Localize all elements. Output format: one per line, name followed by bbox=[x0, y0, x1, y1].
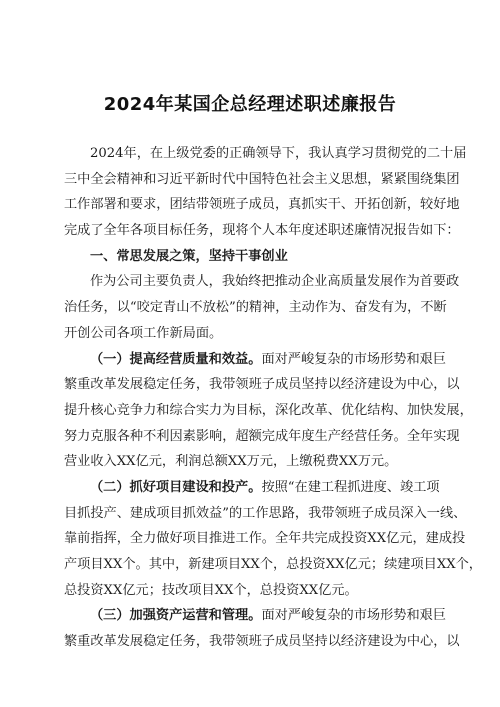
item2-first-line bbox=[64, 475, 440, 501]
item1-first-line-text: 面对严峻复杂的市场形势和艰巨 bbox=[261, 351, 447, 367]
intro-line-3: 工作部署和要求，团结带领班子成员，真抓实干、开拓创新，较好地 bbox=[64, 197, 460, 213]
item3-first-line bbox=[64, 603, 447, 629]
item1-line-2: 繁重改革发展稳定任务，我带领班子成员坚持以经济建设为中心，以 bbox=[64, 377, 460, 393]
item2-line-2: 目抓投产、建成项目抓效益”的工作思路，我带领班子成员深入一线、 bbox=[64, 505, 467, 521]
item1-line-4: 努力克服各种不利因素影响，超额完成年度生产经营任务。全年实现 bbox=[64, 428, 460, 444]
item2-first-line-text: 按照“在建工程抓进度、竣工项 bbox=[261, 479, 440, 495]
item3-first-line-text: 面对严峻复杂的市场形势和艰巨 bbox=[261, 608, 447, 624]
section-heading-1: 一、常思发展之策，坚持干事创业 bbox=[90, 248, 288, 264]
document-body bbox=[64, 141, 482, 655]
item1-line-5: 营业收入XX亿元，利润总额XX万元，上缴税费XX万元。 bbox=[64, 454, 398, 470]
intro-line-2: 三中全会精神和习近平新时代中国特色社会主义思想，紧紧围绕集团 bbox=[64, 171, 460, 187]
intro-line-1: 2024年，在上级党委的正确领导下，我认真学习贯彻党的二十届 bbox=[90, 146, 467, 161]
item1-label: （一）提高经营质量和效益。 bbox=[90, 351, 262, 367]
item2-label: （二）抓好项目建设和投产。 bbox=[90, 479, 262, 495]
section1-line-1: 作为公司主要负责人，我始终把推动企业高质量发展作为首要政 bbox=[90, 274, 460, 290]
document-title: 2024年某国企总经理述职述廉报告 bbox=[103, 94, 397, 115]
section1-line-3: 开创公司各项工作新局面。 bbox=[64, 325, 223, 341]
item2-line-4: 产项目XX个。其中，新建项目XX个，总投资XX亿元；续建项目XX个， bbox=[64, 557, 482, 572]
section1-line-2: 治任务，以“咬定青山不放松”的精神，主动作为、奋发有为，不断 bbox=[64, 300, 447, 316]
item2-line-3: 靠前指挥，全力做好项目推进工作。全年共完成投资XX亿元，建成投 bbox=[64, 531, 466, 547]
item3-line-2: 繁重改革发展稳定任务，我带领班子成员坚持以经济建设为中心，以 bbox=[64, 634, 460, 650]
item1-first-line bbox=[64, 347, 447, 373]
item1-line-3: 提升核心竞争力和综合实力为目标，深化改革、优化结构、加快发展， bbox=[64, 402, 473, 418]
item2-line-5: 总投资XX亿元；技改项目XX个，总投资XX亿元。 bbox=[64, 582, 358, 598]
item3-label: （三）加强资产运营和管理。 bbox=[90, 608, 262, 624]
intro-line-4: 完成了全年各项目标任务，现将个人本年度述职述廉情况报告如下： bbox=[64, 223, 460, 239]
